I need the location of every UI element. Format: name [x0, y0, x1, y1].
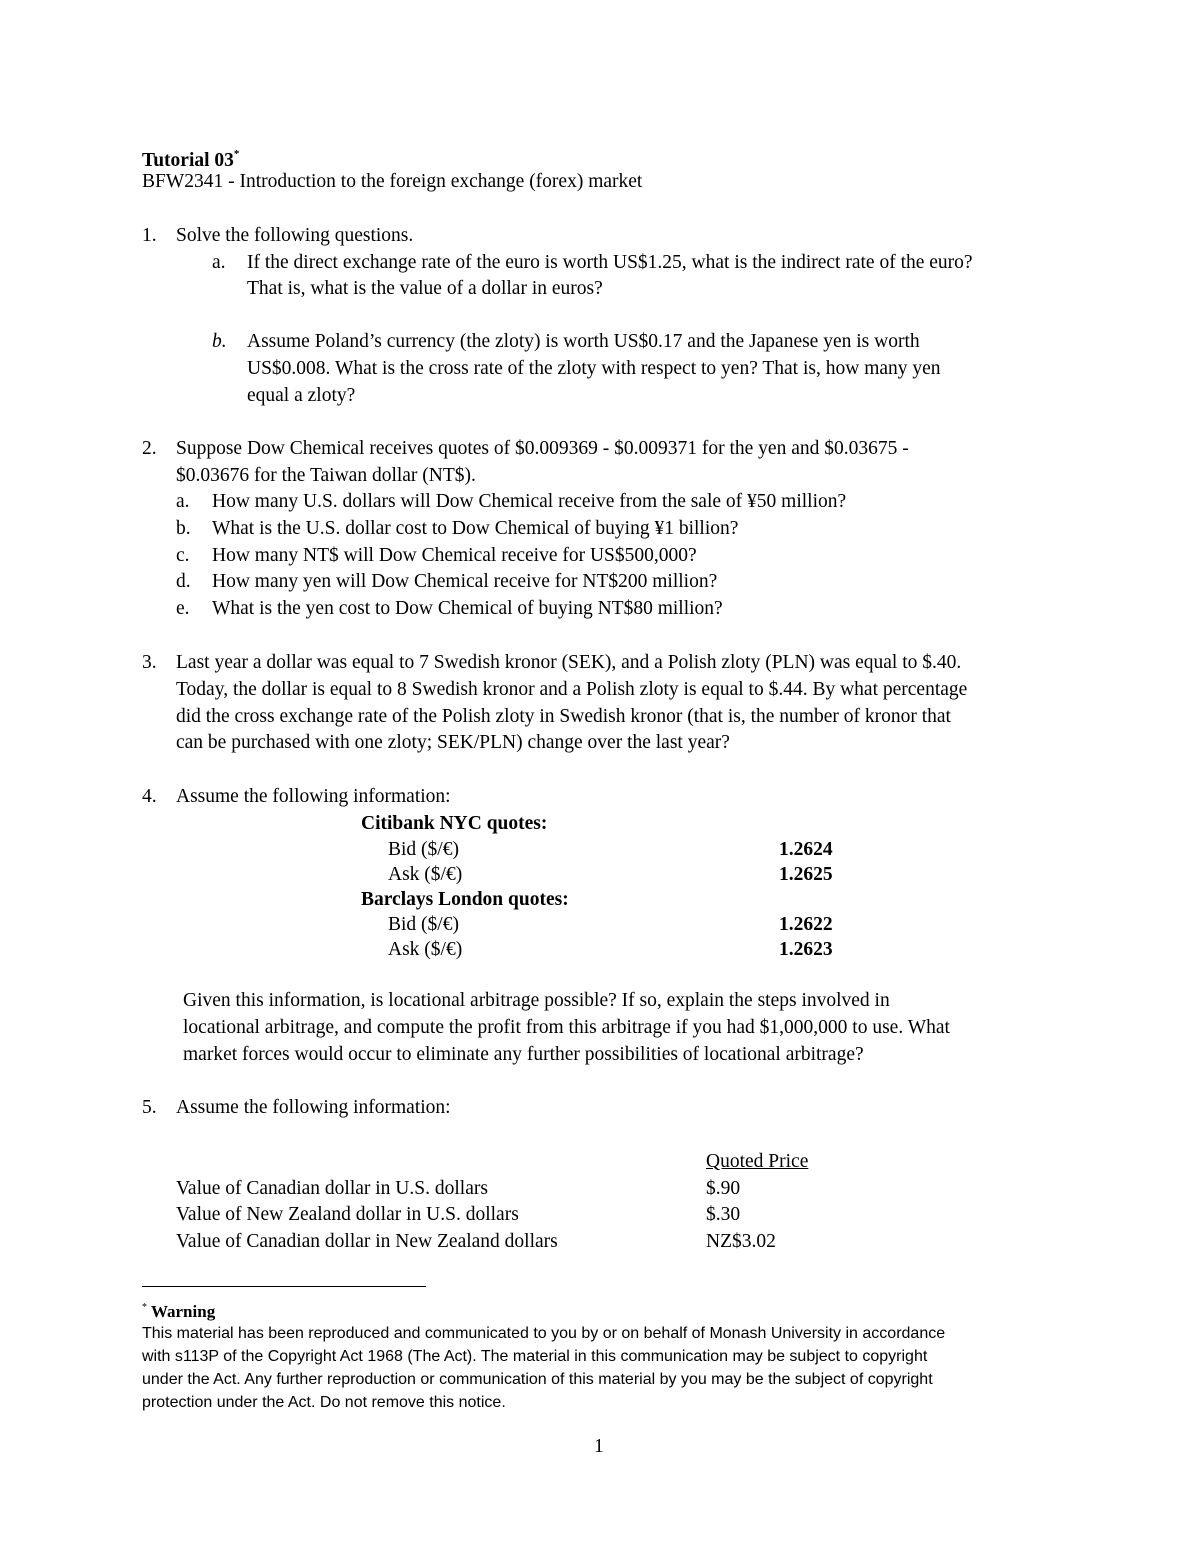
question-number: 1.	[142, 225, 157, 246]
item-label: a.	[212, 252, 226, 273]
item-text: What is the U.S. dollar cost to Dow Chemical of buying ¥1 billion?	[212, 518, 739, 539]
item-text: Assume Poland’s currency (the zloty) is worth US$0.17 and the Japanese yen is worth	[247, 331, 920, 352]
item-text: What is the yen cost to Dow Chemical of buying NT$80 million?	[212, 598, 723, 619]
item-text: How many NT$ will Dow Chemical receive for US$500,000?	[212, 545, 697, 566]
quote-value: 1.2622	[779, 914, 833, 935]
quote-label: Ask ($/€)	[388, 864, 463, 885]
item-label: b.	[176, 518, 191, 539]
footnote-text: This material has been reproduced and communicated to you by or on behalf of Monash University in accordance	[142, 1325, 946, 1342]
quote-value: 1.2625	[779, 864, 833, 885]
quote-heading-barclays: Barclays London quotes:	[361, 889, 569, 910]
question-text: $0.03676 for the Taiwan dollar (NT$).	[176, 465, 476, 486]
item-text: How many U.S. dollars will Dow Chemical receive from the sale of ¥50 million?	[212, 491, 847, 512]
question-number: 4.	[142, 786, 157, 807]
question-text: can be purchased with one zloty; SEK/PLN) change over the last year?	[176, 732, 730, 753]
table-row-label: Value of Canadian dollar in New Zealand dollars	[176, 1231, 558, 1252]
quote-label: Ask ($/€)	[388, 939, 463, 960]
footnote-text: with s113P of the Copyright Act 1968 (The Act). The material in this communication may be subject to copyright	[142, 1348, 928, 1365]
item-label: d.	[176, 571, 191, 592]
question-text: Solve the following questions.	[176, 225, 414, 246]
quote-label: Bid ($/€)	[388, 914, 459, 935]
item-text: That is, what is the value of a dollar in euros?	[247, 278, 603, 299]
question-text: Today, the dollar is equal to 8 Swedish kronor and a Polish zloty is equal to $.44. By what percentage	[176, 679, 968, 700]
table-row-price: $.90	[706, 1178, 741, 1199]
question-text: Assume the following information:	[176, 1097, 451, 1118]
item-text: How many yen will Dow Chemical receive for NT$200 million?	[212, 571, 718, 592]
item-label: a.	[176, 491, 190, 512]
item-label: c.	[176, 545, 190, 566]
table-row-label: Value of Canadian dollar in U.S. dollars	[176, 1178, 488, 1199]
footnote-marker: *	[233, 148, 240, 160]
question-text: Given this information, is locational arbitrage possible? If so, explain the steps involved in	[183, 990, 890, 1011]
question-text: Suppose Dow Chemical receives quotes of $0.009369 - $0.009371 for the yen and $0.03675 -	[176, 438, 909, 459]
question-text: market forces would occur to eliminate any further possibilities of locational arbitrage?	[183, 1044, 864, 1065]
item-label: b.	[212, 331, 227, 352]
footnote-divider	[142, 1286, 426, 1287]
table-row-price: NZ$3.02	[706, 1231, 776, 1252]
footnote-text: under the Act. Any further reproduction or communication of this material by you may be the subject of copyright	[142, 1371, 933, 1388]
page-number: 1	[594, 1436, 604, 1457]
footnote-text: protection under the Act. Do not remove this notice.	[142, 1394, 506, 1411]
question-text: Assume the following information:	[176, 786, 451, 807]
quote-value: 1.2623	[779, 939, 833, 960]
question-text: Last year a dollar was equal to 7 Swedish kronor (SEK), and a Polish zloty (PLN) was equal to $.40.	[176, 652, 962, 673]
question-text: did the cross exchange rate of the Polish zloty in Swedish kronor (that is, the number of kronor that	[176, 706, 951, 727]
item-text: equal a zloty?	[247, 385, 356, 406]
question-number: 2.	[142, 438, 157, 459]
question-text: locational arbitrage, and compute the profit from this arbitrage if you had $1,000,000 to use. What	[183, 1017, 950, 1038]
table-row-price: $.30	[706, 1204, 741, 1225]
page-title: Tutorial 03*	[142, 148, 240, 171]
quote-label: Bid ($/€)	[388, 839, 459, 860]
item-label: e.	[176, 598, 190, 619]
quote-value: 1.2624	[779, 839, 833, 860]
item-text: If the direct exchange rate of the euro is worth US$1.25, what is the indirect rate of the euro?	[247, 252, 973, 273]
question-number: 3.	[142, 652, 157, 673]
item-text: US$0.008. What is the cross rate of the zloty with respect to yen? That is, how many yen	[247, 358, 941, 379]
question-number: 5.	[142, 1097, 157, 1118]
quote-heading-citibank: Citibank NYC quotes:	[361, 813, 548, 834]
course-subtitle: BFW2341 - Introduction to the foreign exchange (forex) market	[142, 171, 643, 192]
table-row-label: Value of New Zealand dollar in U.S. dollars	[176, 1204, 519, 1225]
footnote-marker: *	[142, 1302, 147, 1313]
footnote-heading: * Warning	[142, 1302, 216, 1321]
column-header-quoted-price: Quoted Price	[706, 1151, 809, 1172]
